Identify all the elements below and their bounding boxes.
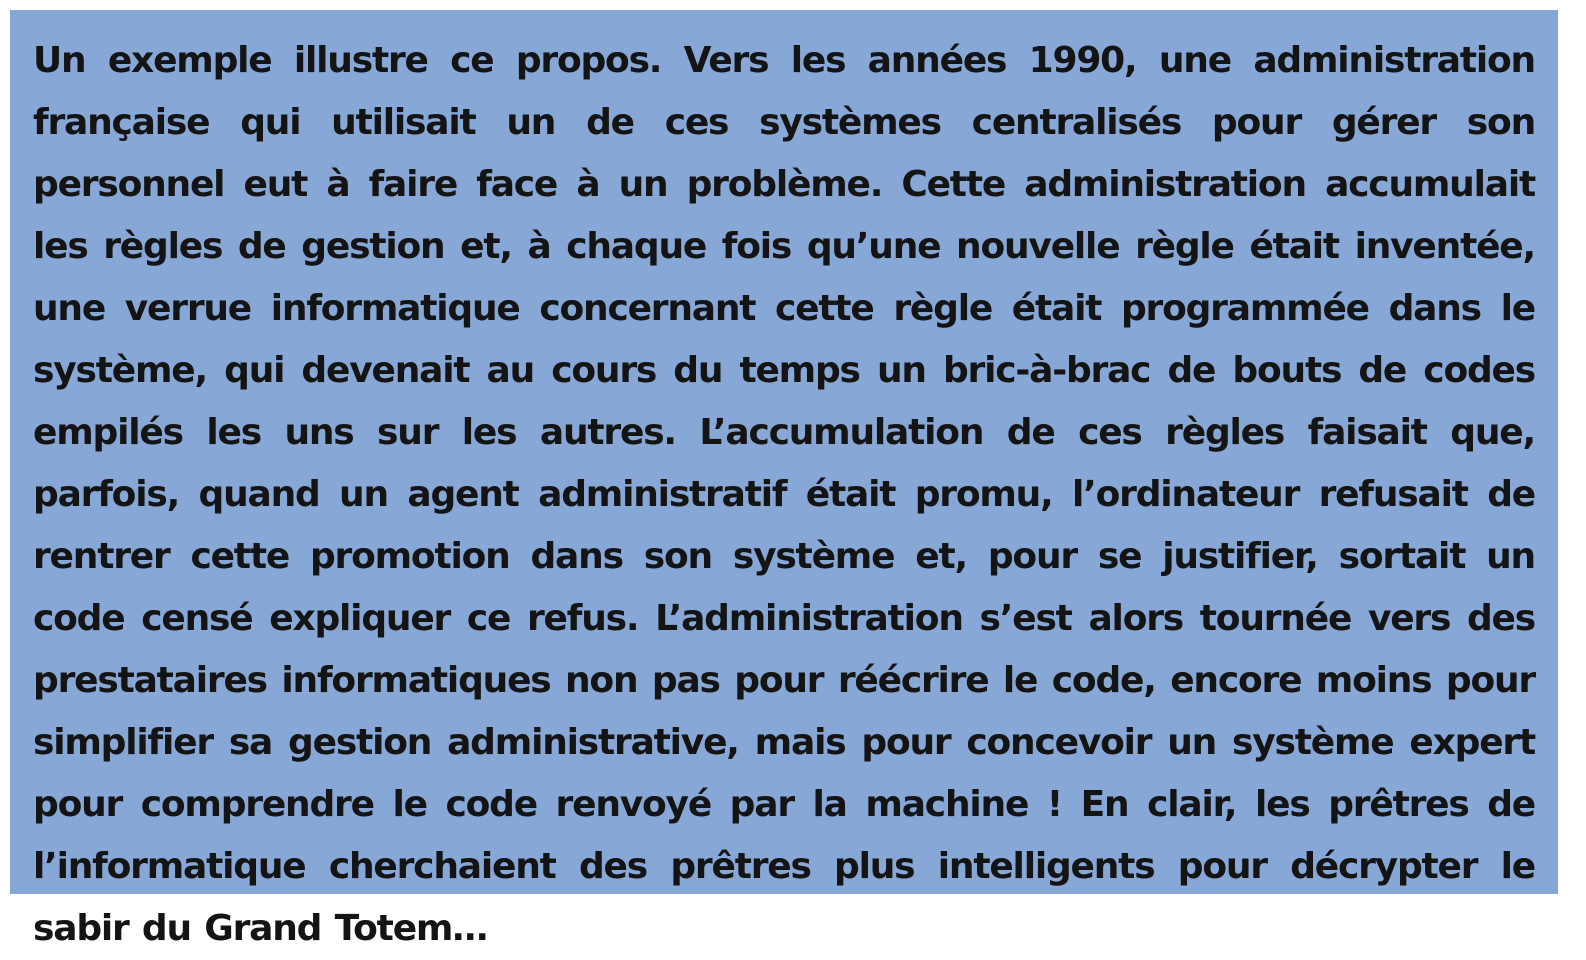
body-paragraph: Un exemple illustre ce propos. Vers les années 1990, une administration française qui utilisait un de ces systèmes centralisés pour gérer son personnel eut à faire face à un problème. Cette administration accumulait les règles de gestion et, à chaque fois qu’une nouvelle règle était inventée, une verrue informatique concernant cette règle était programmée dans le système, qui devenait au cours du temps un bric-à-brac de bouts de codes empilés les uns sur les autres. L’accumulation de ces règles faisait que, parfois, quand un agent administratif était promu, l’ordinateur refusait de rentrer cette promotion dans son système et, pour se justifier, sortait un code censé expliquer ce refus. L’administration s’est alors tournée vers des prestataires informatiques non pas pour réécrire le code, encore moins pour simplifier sa gestion administrative, mais pour concevoir un système expert pour comprendre le code renvoyé par la machine ! En clair, les prêtres de l’informatique cherchaient des prêtres plus intelligents pour décrypter le sabir du Grand Totem… [33,40,1535,949]
text-box [10,10,1558,949]
